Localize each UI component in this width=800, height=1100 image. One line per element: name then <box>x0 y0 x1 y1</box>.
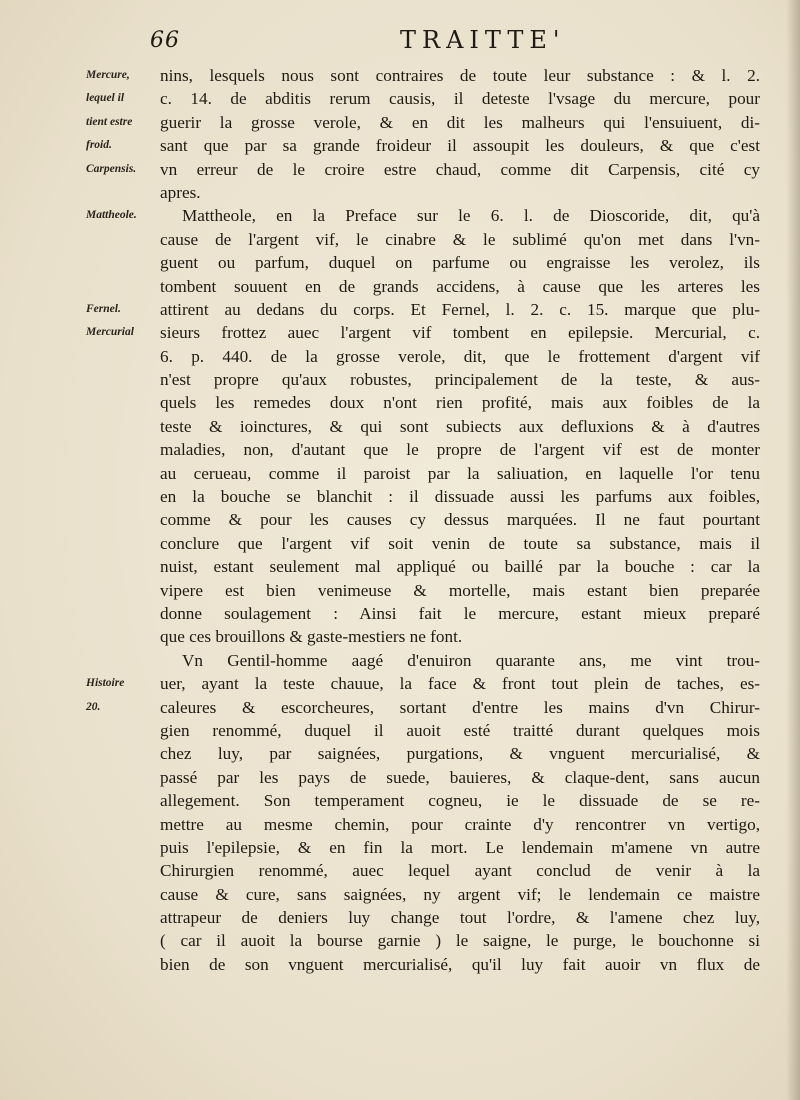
text-line: attrapeur de deniers luy change tout l'ordre, & l'amene chez luy, <box>160 908 760 928</box>
margin-note: tient estre <box>86 115 133 128</box>
text-line: allegement. Son temperament cogneu, ie le dissuade de se re- <box>160 791 760 811</box>
text-line: n'est propre qu'aux robustes, principalement de la teste, & aus- <box>160 370 760 390</box>
text-line: attirent au dedans du corps. Et Fernel, l. 2. c. 15. marque que plu- <box>160 299 760 319</box>
text-line: mettre au mesme chemin, pour crainte d'y rencontrer vn vertigo, <box>160 814 760 834</box>
text-line: sieurs frottez auec l'argent vif tombent en epilepsie. Mercurial, c. <box>160 323 760 343</box>
text-line: que ces brouillons & gaste-mestiers ne font. <box>160 627 463 647</box>
text-line: comme & pour les causes cy dessus marquées. Il ne faut pourtant <box>160 510 760 530</box>
text-line: c. 14. de abditis rerum causis, il deteste l'vsage du mercure, pour <box>160 89 760 109</box>
page-number: 66 <box>150 28 180 53</box>
text-line: sant que par sa grande froideur il assoupit les douleurs, & que c'est <box>160 136 760 156</box>
text-line: 6. p. 440. de la grosse verole, dit, que le frottement d'argent vif <box>160 346 760 366</box>
text-line: donne soulagement : Ainsi fait le mercure, estant mieux preparé <box>160 603 760 623</box>
text-line: apres. <box>160 182 201 202</box>
text-line: en la bouche se blanchit : il dissuade aussi les parfums aux foibles, <box>160 487 760 507</box>
text-line: chez luy, par saignées, purgations, & vnguent mercurialisé, & <box>160 744 760 764</box>
body-text <box>160 64 760 976</box>
text-line: nuist, estant seulement mal appliqué ou baillé par la bouche : car la <box>160 557 760 577</box>
text-line: Vn Gentil-homme aagé d'enuiron quarante ans, me vint trou- <box>182 650 760 670</box>
text-line: tombent souuent en de grands accidens, à cause que les arteres les <box>160 276 760 296</box>
text-line: vipere est bien venimeuse & mortelle, mais estant bien preparée <box>160 580 760 600</box>
margin-note: Fernel. <box>86 303 121 315</box>
margin-note: Carpensis. <box>86 162 137 175</box>
text-line: guerir la grosse verole, & en dit les malheurs qui l'ensuiuent, di- <box>160 112 760 132</box>
text-line: nins, lesquels nous sont contraires de toute leur substance : & l. 2. <box>160 66 760 85</box>
text-line: teste & ioinctures, & qui sont subiects aux defluxions & à d'autres <box>160 416 760 436</box>
text-line: maladies, non, d'autant que le propre de l'argent vif est de monter <box>160 440 760 460</box>
text-line: au cerueau, comme il paroist par la saliuation, en laquelle l'or tenu <box>160 463 760 483</box>
text-line: quels les remedes doux n'ont rien profité, mais aux foibles de la <box>160 393 760 413</box>
text-line: vn erreur de le croire estre chaud, comme dit Carpensis, cité cy <box>160 159 760 179</box>
text-line: cause de l'argent vif, le cinabre & le sublimé qu'on met dans l'vn- <box>160 229 760 249</box>
text-line: Chirurgien renommé, auec lequel ayant conclud de venir à la <box>160 861 760 881</box>
margin-note: Mercure, <box>86 69 130 81</box>
text-line: bien de son vnguent mercurialisé, qu'il luy fait auoir vn flux de <box>160 954 760 974</box>
text-line: guent ou parfum, duquel on parfume ou engraisse les verolez, ils <box>160 253 760 273</box>
margin-note: lequel il <box>86 92 125 105</box>
margin-note: Mercurial <box>86 326 134 339</box>
page-gutter-shadow <box>786 0 800 1100</box>
text-line: conclure que l'argent vif soit venin de toute sa substance, mais il <box>160 533 760 553</box>
margin-note: Histoire <box>86 677 125 690</box>
text-line: cause & cure, sans saignées, ny argent vif; le lendemain ce maistre <box>160 884 760 904</box>
running-title: TRAITTE' <box>400 26 566 54</box>
text-line: caleures & escorcheures, sortant d'entre les mains d'vn Chirur- <box>160 697 760 717</box>
text-line: uer, ayant la teste chauue, la face & front tout plein de taches, es- <box>160 674 760 694</box>
text-line: passé par les pays de suede, bauieres, & claque-dent, sans aucun <box>160 767 760 787</box>
margin-note: Mattheole. <box>86 209 137 222</box>
text-line: gien renommé, duquel il auoit esté traitté durant quelques mois <box>160 720 760 740</box>
text-line: ( car il auoit la bourse garnie ) le saigne, le purge, le bouchonne si <box>160 931 760 951</box>
margin-note: 20. <box>86 700 101 713</box>
margin-note: froid. <box>86 139 112 152</box>
text-line: Mattheole, en la Preface sur le 6. l. de Dioscoride, dit, qu'à <box>182 206 760 226</box>
text-line: puis l'epilepsie, & en fin la mort. Le lendemain m'amene vn autre <box>160 837 760 857</box>
